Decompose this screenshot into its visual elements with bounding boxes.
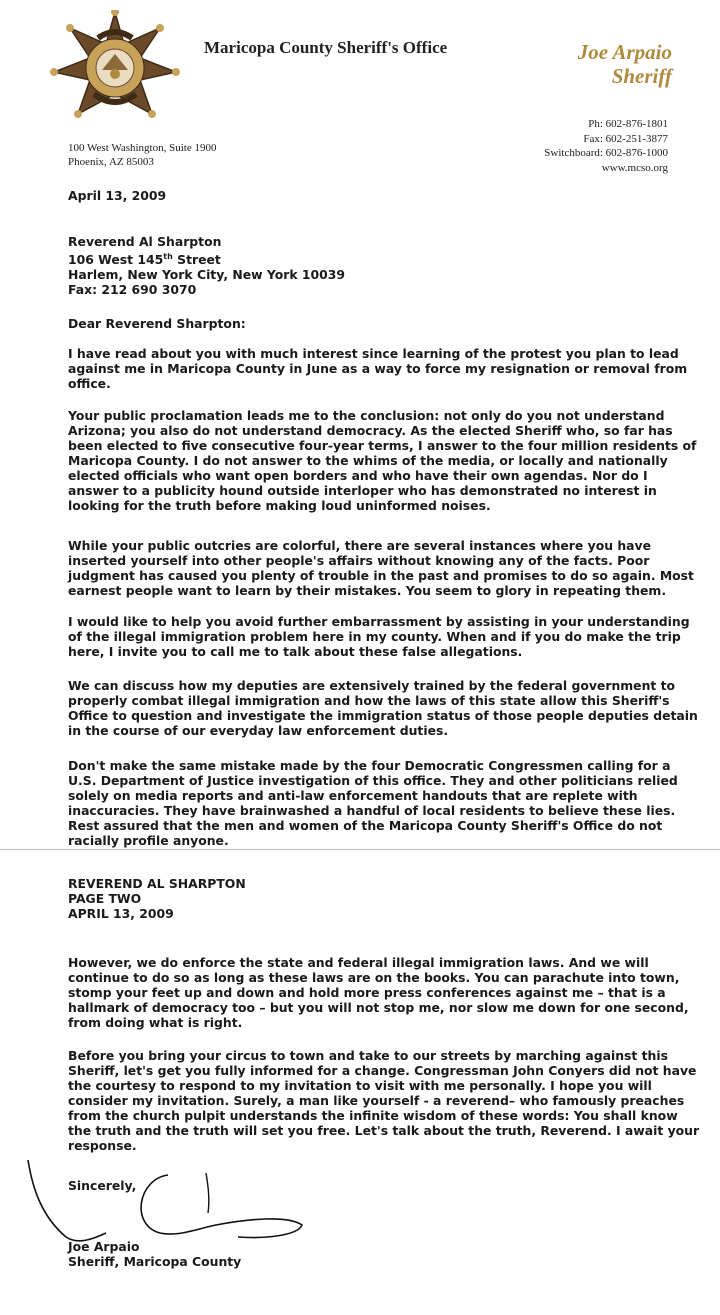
header-line: APRIL 13, 2009 bbox=[68, 906, 174, 921]
salutation: Dear Reverend Sharpton: bbox=[68, 316, 246, 331]
sheriff-star-seal-icon bbox=[50, 10, 180, 120]
text-line: in the course of our everyday law enforcement duties. bbox=[68, 723, 449, 738]
recipient-line: 106 West 145th Street bbox=[68, 252, 221, 268]
text-line: from the church pulpit understands the infinite wisdom of these words: You shall know bbox=[68, 1108, 678, 1123]
text-line: continue to do so as long as these laws are on the books. You can parachute into town, bbox=[68, 970, 680, 985]
text-line: Your public proclamation leads me to the conclusion: not only do you not understand bbox=[68, 408, 665, 423]
text-line: However, we do enforce the state and federal illegal immigration laws. And we will bbox=[68, 955, 649, 970]
text-line: stomp your feet up and down and hold more press conferences against me – that is a bbox=[68, 985, 666, 1000]
text-line: I would like to help you avoid further embarrassment by assisting in your understanding bbox=[68, 614, 690, 629]
sheriff-title: Sheriff bbox=[611, 64, 672, 88]
signature-block bbox=[68, 1239, 668, 1269]
text-line: earnest people want to learn by their mistakes. You seem to glory in repeating them. bbox=[68, 583, 667, 598]
body-paragraph bbox=[68, 678, 698, 738]
text-line: Maricopa County. I do not answer to the whims of the media, or locally and nationally bbox=[68, 453, 668, 468]
text-line: the courtesy to respond to my invitation to visit with me personally. I hope you will bbox=[68, 1078, 652, 1093]
text-line: We can discuss how my deputies are extensively trained by the federal government to bbox=[68, 678, 676, 693]
phone-line: Ph: 602-876-1801 bbox=[588, 118, 668, 130]
text-line: solely on media reports and anti-law enforcement handouts that are replete with bbox=[68, 788, 638, 803]
address-line: 100 West Washington, Suite 1900 bbox=[68, 142, 217, 154]
body-paragraph bbox=[68, 408, 697, 513]
sheriff-name-block bbox=[578, 40, 672, 88]
body-paragraph bbox=[68, 538, 694, 598]
office-name: Maricopa County Sheriff's Office bbox=[204, 38, 448, 57]
text-line: from doing what is right. bbox=[68, 1015, 243, 1030]
body-paragraph bbox=[68, 614, 690, 659]
text-line: inserted yourself into other people's affairs without knowing any of the facts. Poor bbox=[68, 553, 650, 568]
text-line: here, I invite you to call me to talk about these false allegations. bbox=[68, 644, 523, 659]
header-line: PAGE TWO bbox=[68, 891, 142, 906]
text-line: Office to question and investigate the immigration status of those people deputies detain bbox=[68, 708, 698, 723]
handwritten-signature bbox=[18, 1155, 308, 1245]
text-line: the truth and the truth will set you free. Let's talk about the truth, Reverend. I await your bbox=[68, 1123, 700, 1138]
text-line: been elected to five consecutive four-year terms, I answer to the four million residents of bbox=[68, 438, 697, 453]
text-line: Before you bring your circus to town and take to our streets by marching against this bbox=[68, 1048, 669, 1063]
text-line: of the illegal immigration problem here in my county. When and if you do make the trip bbox=[68, 629, 681, 644]
text-line: hallmark of democracy too – but you will not stop me, nor slow me down for one second, bbox=[68, 1000, 689, 1015]
website-line: www.mcso.org bbox=[601, 161, 668, 174]
header-line: REVEREND AL SHARPTON bbox=[68, 876, 246, 891]
closing: Sincerely, bbox=[68, 1178, 137, 1193]
text-line: inaccuracies. They have brainwashed a handful of local residents to believe these lies. bbox=[68, 803, 676, 818]
text-line: I have read about you with much interest since learning of the protest you plan to lead bbox=[68, 346, 679, 361]
text-line: looking for the truth before making loud uninformed noises. bbox=[68, 498, 491, 513]
address-line: Phoenix, AZ 85003 bbox=[68, 156, 154, 168]
signer-name: Joe Arpaio bbox=[68, 1239, 140, 1254]
text-line: Don't make the same mistake made by the four Democratic Congressmen calling for a bbox=[68, 758, 671, 773]
body-paragraph bbox=[68, 758, 678, 848]
text-line: against me in Maricopa County in June as a way to force my resignation or removal from bbox=[68, 361, 688, 376]
letter-page-two bbox=[0, 850, 720, 1315]
letter-date: April 13, 2009 bbox=[68, 188, 167, 203]
text-line: office. bbox=[68, 376, 111, 391]
office-address bbox=[68, 141, 216, 169]
text-line: answer to a publicity hound outside interloper who has demonstrated no interest in bbox=[68, 483, 657, 498]
office-contact bbox=[544, 117, 668, 175]
recipient-address bbox=[68, 234, 668, 297]
fax-line: Fax: 602-251-3877 bbox=[583, 132, 668, 145]
text-line: While your public outcries are colorful, there are several instances where you have bbox=[68, 538, 652, 553]
body-paragraph bbox=[68, 1048, 700, 1153]
recipient-line: Fax: 212 690 3070 bbox=[68, 282, 197, 298]
text-line: judgment has caused you plenty of trouble in the past and promises to do so again. Most bbox=[68, 568, 694, 583]
body-paragraph bbox=[68, 955, 689, 1030]
recipient-line: Reverend Al Sharpton bbox=[68, 234, 222, 249]
text-line: racially profile anyone. bbox=[68, 833, 229, 848]
text-line: U.S. Department of Justice investigation of this office. They and other politicians relied bbox=[68, 773, 678, 788]
sheriff-name: Joe Arpaio bbox=[577, 40, 672, 64]
text-line: Arizona; you also do not understand democracy. As the elected Sheriff who, so far has bbox=[68, 423, 673, 438]
page-two-header bbox=[68, 876, 668, 921]
switchboard-line: Switchboard: 602-876-1000 bbox=[544, 147, 668, 159]
signer-title: Sheriff, Maricopa County bbox=[68, 1254, 242, 1269]
text-line: response. bbox=[68, 1138, 137, 1153]
text-line: Sheriff, let's get you fully informed for a change. Congressman John Conyers did not have bbox=[68, 1063, 697, 1078]
text-line: elected officials who want open borders and who have their own agendas. Nor do I bbox=[68, 468, 648, 483]
recipient-line: Harlem, New York City, New York 10039 bbox=[68, 267, 346, 283]
body-paragraph bbox=[68, 346, 688, 391]
text-line: properly combat illegal immigration and how the laws of this state allow this Sheriff's bbox=[68, 693, 670, 708]
text-line: consider my invitation. Surely, a man like yourself - a reverend– who famously preaches bbox=[68, 1093, 685, 1108]
text-line: Rest assured that the men and women of the Maricopa County Sheriff's Office do not bbox=[68, 818, 663, 833]
